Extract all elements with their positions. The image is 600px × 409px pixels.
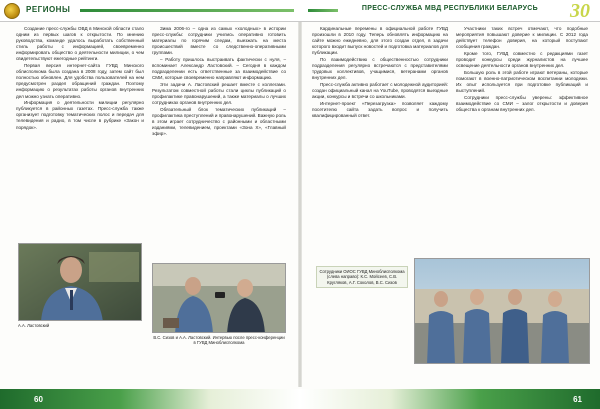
paragraph: – Работу пришлось выстраивать фактически с нуля, – вспоминает Александр Ластовский. – Сегодня в каждом подразделении есть ответственные за взаимодействие со СМИ, которые своевременно направляют информацию. <box>152 56 286 81</box>
paragraph: Обязательный блок тематических публикаций – профилактика преступлений и правонарушений. Важную роль в этом играет сотрудничество с районными и областными изданиями, телевидением, проектами «Зона Х», «Главный эфир». <box>152 106 286 137</box>
interview-photo-image <box>153 264 286 333</box>
staff-group-photo-image <box>415 259 590 364</box>
portrait-caption: А.А. Ластовский <box>18 323 50 328</box>
right-page-header <box>300 0 600 22</box>
article-column-4 <box>456 26 588 113</box>
paragraph: Зима 2006-го – одна из самых «холодных» в истории пресс-службы: сотрудники учились оперативно готовить материалы по горячим следам, выезжать на места происшествий вместе со следственно-оперативными группами. <box>152 26 286 56</box>
paragraph: Первая версия интернет-сайта ГУВД Минского облисполкома была создана в 2008 году, затем сайт был полностью обновлен. Для удобства пользователей на нем предусмотрен раздел обращений граждан. Поэтому информацию о результатах работы органов внутренних дел можно узнать оперативно. <box>16 63 144 99</box>
staff-group-photo <box>414 258 590 364</box>
left-page-footer <box>0 389 300 409</box>
police-emblem-icon <box>4 3 20 19</box>
paragraph: Участники таких встреч отмечают, что подобные мероприятия повышают доверие к милиции. С 2012 года действует телефон доверия, на который поступают сообщения граждан. <box>456 26 588 50</box>
interview-caption: В.С. Сизов и А.А. Ластовский. Интервью после пресс-конференции в ГУВД Миноблисполкома <box>153 335 285 346</box>
publication-title: ПРЕСС-СЛУЖБА МВД РЕСПУБЛИКИ БЕЛАРУСЬ <box>361 5 538 12</box>
interview-photo <box>152 263 286 333</box>
right-page-footer <box>300 389 600 409</box>
paragraph: Интернет-проект «Перезагрузка» позволяет каждому посетителю сайта задать вопрос и получить квалифицированный ответ. <box>312 100 448 118</box>
portrait-photo-image <box>19 244 142 321</box>
paragraph: Кардинальные перемены в официальной работе ГУВД произошли в 2010 году. Теперь обновлять информацию на сайте можно ежедневно, для этого создан отдел, в задачи которого входит выпуск новостей и подготовка материалов для публикации. <box>312 26 448 56</box>
header-stripe <box>308 9 338 12</box>
paragraph: Пресс-служба активно работает с молодежной аудиторией: создан официальный канал на YouTube, проводятся выездные акции, конкурсы и встречи со школьниками. <box>312 81 448 100</box>
paragraph: Создание пресс-службы ОВД в Минской области стало одним из первых шагов к открытости. По мнению руководства, команде удалось выработать собственный стиль работы с информацией, своевременно информировать общество о деятельности милиции, о чем свидетельствуют ежегодные рейтинги. <box>16 26 144 62</box>
paragraph: По взаимодействию с общественностью сотрудники подразделения регулярно встречаются с представителями трудовых коллективов, учащимися, ветеранами органов внутренних дел. <box>312 56 448 81</box>
section-title: РЕГИОНЫ <box>26 5 71 14</box>
anniversary-number: 30 <box>570 0 590 22</box>
paragraph: Эти задачи А. Ластовский решает вместе с коллегами. Результатом совместной работы стали циклы публикаций о профилактике правонарушений, а также материалы о лучших сотрудниках органов внутренних дел. <box>152 81 286 106</box>
page-number-left: 60 <box>34 395 43 404</box>
article-column-3 <box>312 26 448 119</box>
left-page-header <box>0 0 300 22</box>
paragraph: Информация о деятельности милиции регулярно публикуется в районных газетах. Пресс-служба также организует подготовку тематических полос и передач для телевидения и радио, в том числе в рубрике «Закон и порядок». <box>16 100 144 130</box>
portrait-photo <box>18 243 142 321</box>
header-stripe <box>80 9 294 12</box>
staff-photo-caption: Сотрудники ОИОС ГУВД Миноблисполкома (слева направо): К.С. Мойсеев, С.В. Кругляков, А.Г. Соколов, В.С. Сизов <box>316 266 408 288</box>
paragraph: Большую роль в этой работе играют ветераны, которые помогают в военно-патриотическом воспитании молодежи. Их опыт используется при подготовке публикаций и выступлений. <box>456 69 588 93</box>
spread-gutter <box>298 22 302 387</box>
paragraph: Сотрудники пресс-службы уверены: эффективное взаимодействие со СМИ – залог открытости и доверия общества к органам внутренних дел. <box>456 94 588 112</box>
article-column-2 <box>152 26 286 138</box>
page-number-right: 61 <box>573 395 582 404</box>
paragraph: Кроме того, ГУВД совместно с редакциями газет проводит конкурсы среди журналистов на лучшее освещение деятельности органов внутренних дел. <box>456 50 588 69</box>
article-column-1 <box>16 26 144 131</box>
